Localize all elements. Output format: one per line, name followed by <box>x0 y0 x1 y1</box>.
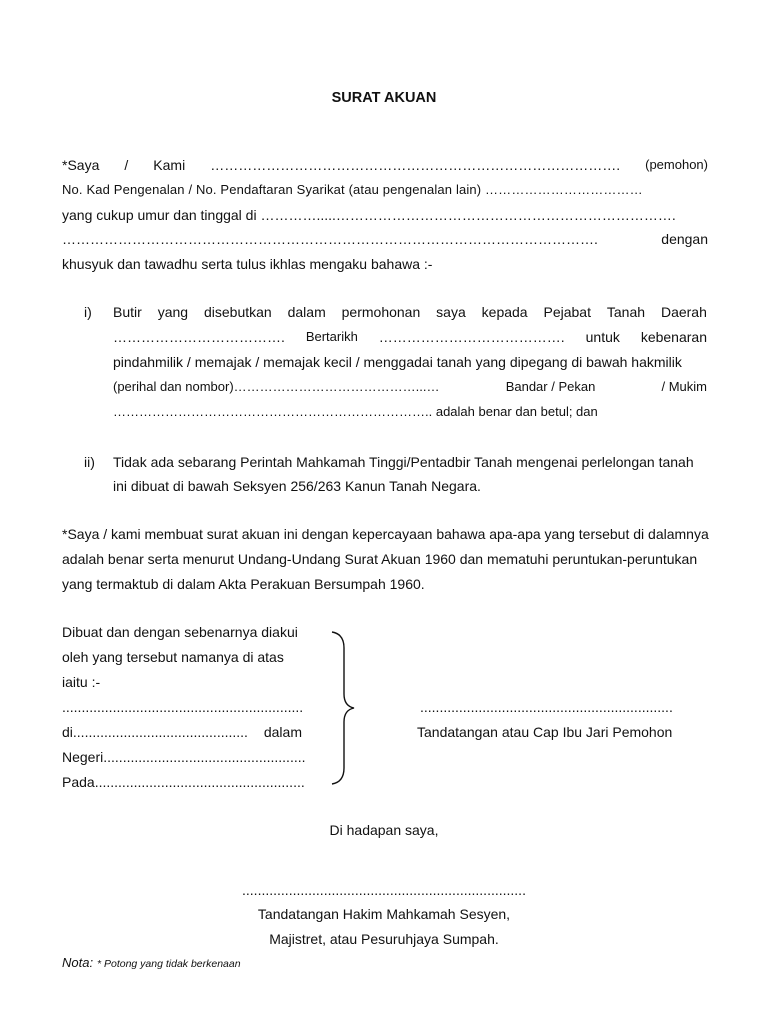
date-blank: …………………………………. <box>378 329 565 345</box>
intro-line-2: No. Kad Pengenalan / No. Pendaftaran Syarikat (atau pengenalan lain) ……………………………… <box>62 182 643 197</box>
intro-name-blank: ……………………………………………………………………………. <box>210 157 621 173</box>
item-ii-line-2: ini dibuat di bawah Seksyen 256/263 Kanun Tanah Negara. <box>113 478 481 494</box>
item-i-line-4 <box>113 375 707 399</box>
item-i-number: i) <box>84 304 92 320</box>
bandar-pekan: Bandar / Pekan <box>505 379 596 394</box>
item-i-line-1 <box>113 300 707 324</box>
intro-line-4 <box>62 227 708 251</box>
declaration-line-3: yang termaktub di dalam Akta Perakuan Bersumpah 1960. <box>62 576 425 592</box>
item-ii-line-1: Tidak ada sebarang Perintah Mahkamah Tinggi/Pentadbir Tanah mengenai perlelongan tanah <box>113 454 694 470</box>
date-blank-pada: Pada...................................................... <box>62 774 305 790</box>
district-blank: ………………………………. <box>113 329 285 345</box>
item-i-line-2 <box>113 325 707 349</box>
intro-line-3: yang cukup umur dan tinggal di ………….....………………………………………………………………. <box>62 207 676 223</box>
perihal-blank: (perihal dan nombor)……………………………………...… <box>113 379 440 394</box>
word: untuk <box>585 329 620 345</box>
declaration-line-1: *Saya / kami membuat surat akuan ini dengan kepercayaan bahawa apa-apa yang tersebut di dalamnya <box>62 526 709 542</box>
word: Daerah <box>660 304 707 320</box>
witness-line-2: Majistret, atau Pesuruhjaya Sumpah. <box>269 931 499 947</box>
intro-line-1 <box>62 153 708 177</box>
word: yang <box>157 304 189 320</box>
word: Pejabat <box>543 304 591 320</box>
intro-slash: / <box>124 157 129 173</box>
signing-line-3: iaitu :- <box>62 674 101 690</box>
intro-dengan: dengan <box>661 231 708 247</box>
nota-label: Nota: <box>62 955 94 970</box>
item-ii-number: ii) <box>84 454 95 470</box>
applicant-signature-blank: ................................................................. <box>420 699 673 715</box>
declaration-line-2: adalah benar serta menurut Undang-Undang Surat Akuan 1960 dan mematuhi peruntukan-peruntukan <box>62 551 698 567</box>
nota <box>62 950 241 976</box>
signing-line-1: Dibuat dan dengan sebenarnya diakui <box>62 624 298 640</box>
word: kepada <box>481 304 528 320</box>
word: Butir <box>113 304 142 320</box>
word: permohonan <box>341 304 421 320</box>
state-blank: Negeri.................................................... <box>62 749 306 765</box>
place-blank: di............................................. <box>62 724 248 740</box>
witness-line-1: Tandatangan Hakim Mahkamah Sesyen, <box>257 906 511 922</box>
word: kebenaran <box>640 329 707 345</box>
applicant-signature-label: Tandatangan atau Cap Ibu Jari Pemohon <box>417 724 673 740</box>
word: disebutkan <box>203 304 272 320</box>
signing-line-2: oleh yang tersebut namanya di atas <box>62 649 284 665</box>
intro-line-5: khusyuk dan tawadhu serta tulus ikhlas mengaku bahawa :- <box>62 256 433 272</box>
curly-brace <box>328 630 358 786</box>
intro-saya: *Saya <box>62 157 100 173</box>
mukim: / Mukim <box>661 379 707 394</box>
item-i-line-3: pindahmilik / memajak / memajak kecil / menggadai tanah yang dipegang di bawah hakmilik <box>113 354 682 370</box>
item-i-line-5: ……………………………………………………………….. adalah benar dan betul; dan <box>113 404 598 419</box>
witness-signature-blank: ......................................................................... <box>242 882 526 898</box>
intro-kami: Kami <box>153 157 186 173</box>
document-title: SURAT AKUAN <box>331 90 437 106</box>
signing-name-blank: .............................................................. <box>62 699 304 715</box>
intro-pemohon: (pemohon) <box>645 157 708 172</box>
dalam-label: dalam <box>263 724 302 740</box>
intro-address-blank: ……………………………………………………………………………………………………. <box>62 231 598 247</box>
nota-text: * Potong yang tidak berkenaan <box>96 958 241 970</box>
word: Tanah <box>606 304 646 320</box>
word: saya <box>436 304 466 320</box>
signing-line-5 <box>62 720 302 744</box>
bertarikh-label: Bertarikh <box>305 329 358 344</box>
word: dalam <box>287 304 326 320</box>
witness-heading: Di hadapan saya, <box>329 822 439 838</box>
